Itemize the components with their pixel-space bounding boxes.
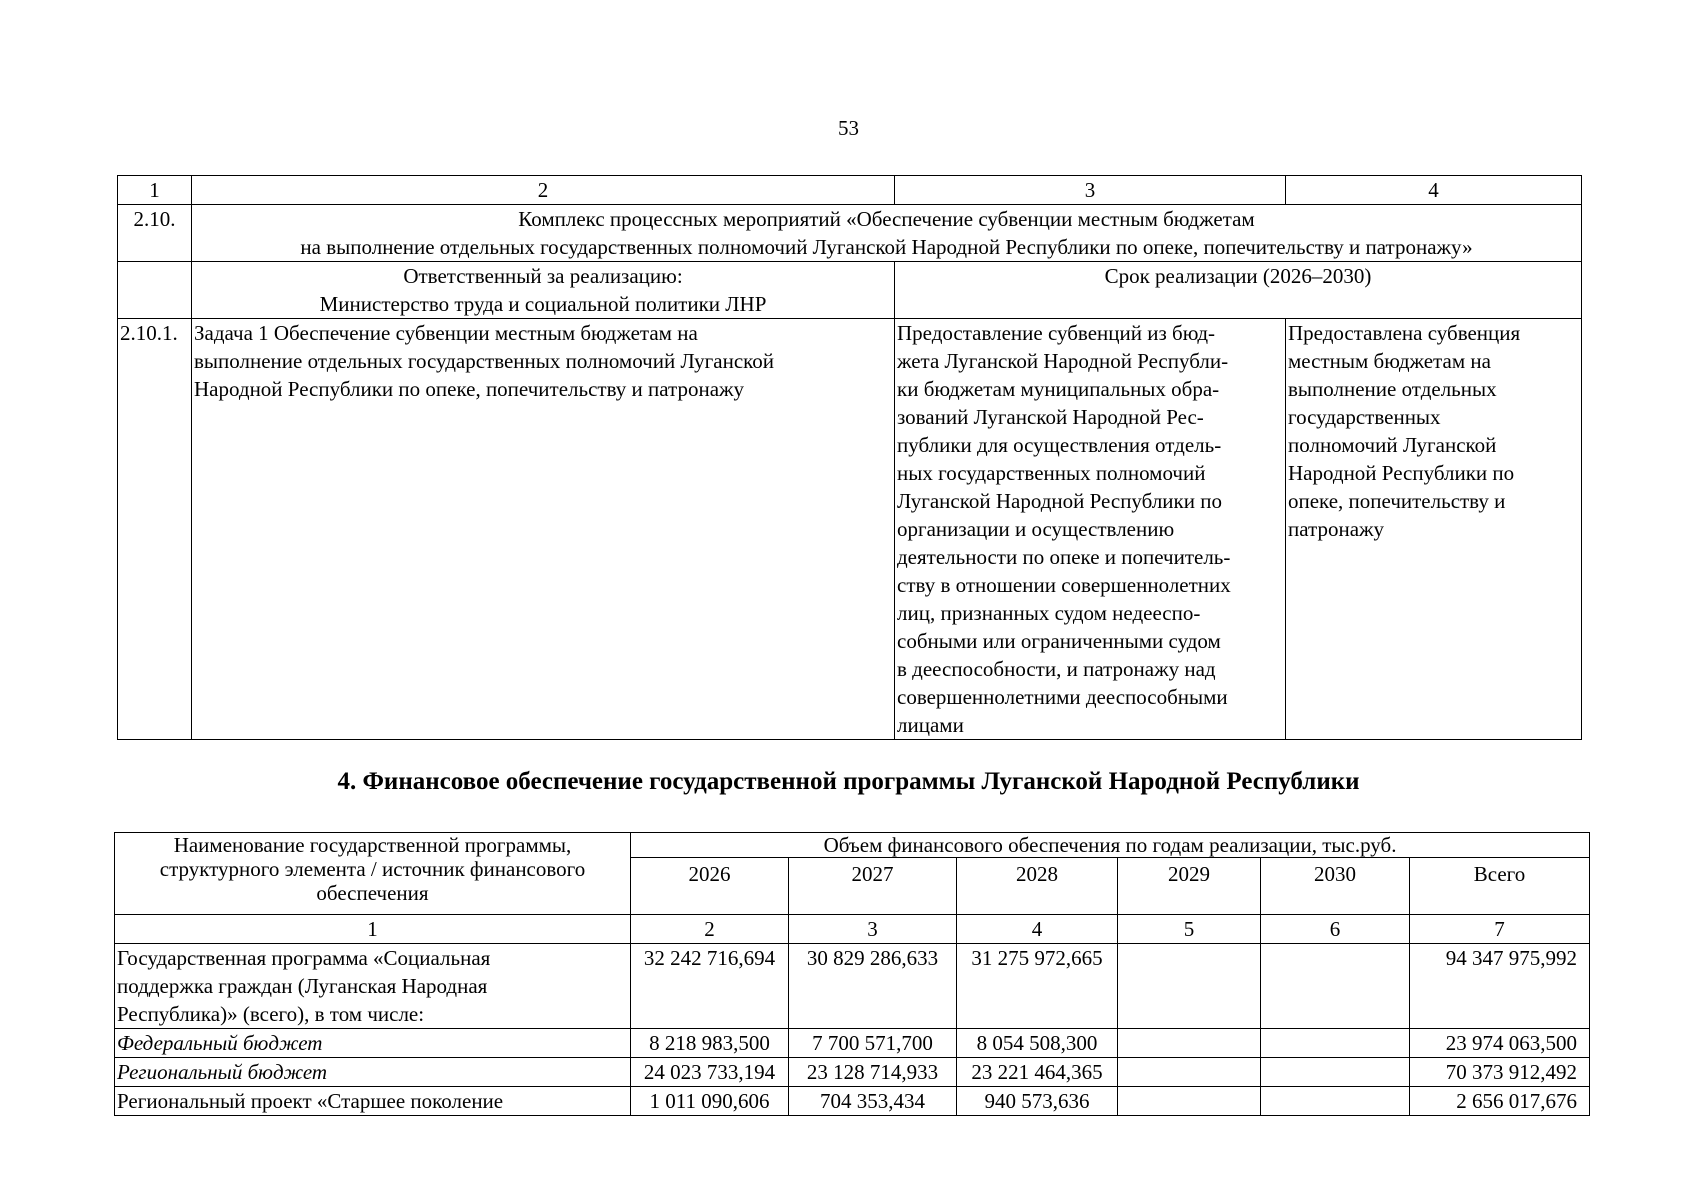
col-number-4: 4 <box>1286 176 1582 205</box>
col-number-2: 2 <box>192 176 895 205</box>
value-2026: 8 218 983,500 <box>631 1029 789 1058</box>
task-number: 2.10.1. <box>118 319 192 740</box>
task-result-line: выполнение отдельных <box>1288 377 1497 401</box>
value-2026: 32 242 716,694 <box>631 944 789 1029</box>
value-2030 <box>1261 1058 1410 1087</box>
empty-cell <box>118 262 192 319</box>
col-number-2: 2 <box>631 915 789 944</box>
period-cell: Срок реализации (2026–2030) <box>895 262 1582 319</box>
complex-title-line-1: Комплекс процессных мероприятий «Обеспечение субвенции местным бюджетам <box>518 207 1255 231</box>
activities-table <box>117 175 1582 740</box>
task-row <box>118 319 1582 740</box>
value-2027: 30 829 286,633 <box>789 944 957 1029</box>
value-2028: 31 275 972,665 <box>957 944 1118 1029</box>
task-description-line: лицами <box>897 713 964 737</box>
program-total-row <box>115 944 1590 1029</box>
header-year-2028: 2028 <box>957 858 1118 915</box>
col-number-3: 3 <box>789 915 957 944</box>
value-total: 70 373 912,492 <box>1410 1058 1590 1087</box>
task-title-line: выполнение отдельных государственных полномочий Луганской <box>194 349 775 373</box>
value-2027: 23 128 714,933 <box>789 1058 957 1087</box>
task-description <box>895 319 1286 740</box>
task-title-line: Народной Республики по опеке, попечительству и патронажу <box>194 377 745 401</box>
col-number-1: 1 <box>118 176 192 205</box>
complex-title <box>192 205 1582 262</box>
value-2026: 24 023 733,194 <box>631 1058 789 1087</box>
task-result-line: Народной Республики по <box>1288 461 1515 485</box>
task-description-line: ству в отношении совершеннолетних <box>897 573 1231 597</box>
value-total: 2 656 017,676 <box>1410 1087 1590 1116</box>
task-result-line: полномочий Луганской <box>1288 433 1497 457</box>
header-year-2026: 2026 <box>631 858 789 915</box>
value-2030 <box>1261 1029 1410 1058</box>
value-2027: 7 700 571,700 <box>789 1029 957 1058</box>
header-name-line: структурного элемента / источник финансового <box>159 857 586 881</box>
task-title <box>192 319 895 740</box>
value-2029 <box>1118 1029 1261 1058</box>
responsible-ministry: Министерство труда и социальной политики ЛНР <box>319 292 767 316</box>
complex-number: 2.10. <box>118 205 192 262</box>
col-number-7: 7 <box>1410 915 1590 944</box>
value-2028: 23 221 464,365 <box>957 1058 1118 1087</box>
complex-title-line-2: на выполнение отдельных государственных полномочий Луганской Народной Республики по опеке, попечительству и патронажу» <box>300 235 1473 259</box>
header-name-line: Наименование государственной программы, <box>173 833 572 857</box>
task-title-line: Задача 1 Обеспечение субвенции местным бюджетам на <box>194 321 698 345</box>
header-year-2030: 2030 <box>1261 858 1410 915</box>
column-numbers-row <box>115 915 1590 944</box>
col-number-6: 6 <box>1261 915 1410 944</box>
federal-budget-row <box>115 1029 1590 1058</box>
column-numbers-row <box>118 176 1582 205</box>
col-number-1: 1 <box>115 915 631 944</box>
header-volume: Объем финансового обеспечения по годам реализации, тыс.руб. <box>631 833 1590 858</box>
value-2029 <box>1118 1087 1261 1116</box>
value-total: 94 347 975,992 <box>1410 944 1590 1029</box>
program-name-line: Государственная программа «Социальная <box>117 946 491 970</box>
header-name-line: обеспечения <box>316 881 429 905</box>
task-description-line: зований Луганской Народной Рес- <box>897 405 1204 429</box>
task-result-line: государственных <box>1288 405 1441 429</box>
col-number-4: 4 <box>957 915 1118 944</box>
header-year-2029: 2029 <box>1118 858 1261 915</box>
value-2028: 940 573,636 <box>957 1087 1118 1116</box>
header-row-1 <box>115 833 1590 858</box>
financing-table <box>114 832 1590 1116</box>
header-total: Всего <box>1410 858 1590 915</box>
task-description-line: Предоставление субвенций из бюд- <box>897 321 1216 345</box>
responsible-row <box>118 262 1582 319</box>
task-description-line: в дееспособности, и патронажу над <box>897 657 1216 681</box>
program-name <box>115 944 631 1029</box>
task-description-line: деятельности по опеке и попечитель- <box>897 545 1231 569</box>
value-2030 <box>1261 1087 1410 1116</box>
responsible-label: Ответственный за реализацию: <box>403 264 683 288</box>
page-number: 53 <box>838 116 859 140</box>
value-2027: 704 353,434 <box>789 1087 957 1116</box>
complex-row <box>118 205 1582 262</box>
task-result-line: опеке, попечительству и <box>1288 489 1506 513</box>
task-result-line: местным бюджетам на <box>1288 349 1491 373</box>
task-description-line: организации и осуществлению <box>897 517 1175 541</box>
program-name-line: Республика)» (всего), в том числе: <box>117 1002 425 1026</box>
task-description-line: Луганской Народной Республики по <box>897 489 1222 513</box>
task-description-line: жета Луганской Народной Республи- <box>897 349 1229 373</box>
task-result-line: Предоставлена субвенция <box>1288 321 1521 345</box>
task-description-line: ки бюджетам муниципальных обра- <box>897 377 1220 401</box>
section-title: 4. Финансовое обеспечение государственной программы Луганской Народной Республики <box>337 768 1360 795</box>
regional-budget-row <box>115 1058 1590 1087</box>
value-2030 <box>1261 944 1410 1029</box>
responsible-cell <box>192 262 895 319</box>
regional-project-row <box>115 1087 1590 1116</box>
task-description-line: ных государственных полномочий <box>897 461 1206 485</box>
federal-budget-name: Федеральный бюджет <box>115 1029 631 1058</box>
value-2029 <box>1118 1058 1261 1087</box>
task-result <box>1286 319 1582 740</box>
task-description-line: собными или ограниченными судом <box>897 629 1221 653</box>
value-2028: 8 054 508,300 <box>957 1029 1118 1058</box>
task-description-line: совершеннолетними дееспособными <box>897 685 1228 709</box>
value-total: 23 974 063,500 <box>1410 1029 1590 1058</box>
task-result-line: патронажу <box>1288 517 1385 541</box>
value-2026: 1 011 090,606 <box>631 1087 789 1116</box>
task-description-line: публики для осуществления отдель- <box>897 433 1222 457</box>
value-2029 <box>1118 944 1261 1029</box>
header-year-2027: 2027 <box>789 858 957 915</box>
col-number-5: 5 <box>1118 915 1261 944</box>
col-number-3: 3 <box>895 176 1286 205</box>
program-name-line: поддержка граждан (Луганская Народная <box>117 974 488 998</box>
regional-budget-name: Региональный бюджет <box>115 1058 631 1087</box>
regional-project-name: Региональный проект «Старшее поколение <box>115 1087 631 1116</box>
header-name <box>115 833 631 915</box>
task-description-line: лиц, признанных судом недееспо- <box>897 601 1201 625</box>
